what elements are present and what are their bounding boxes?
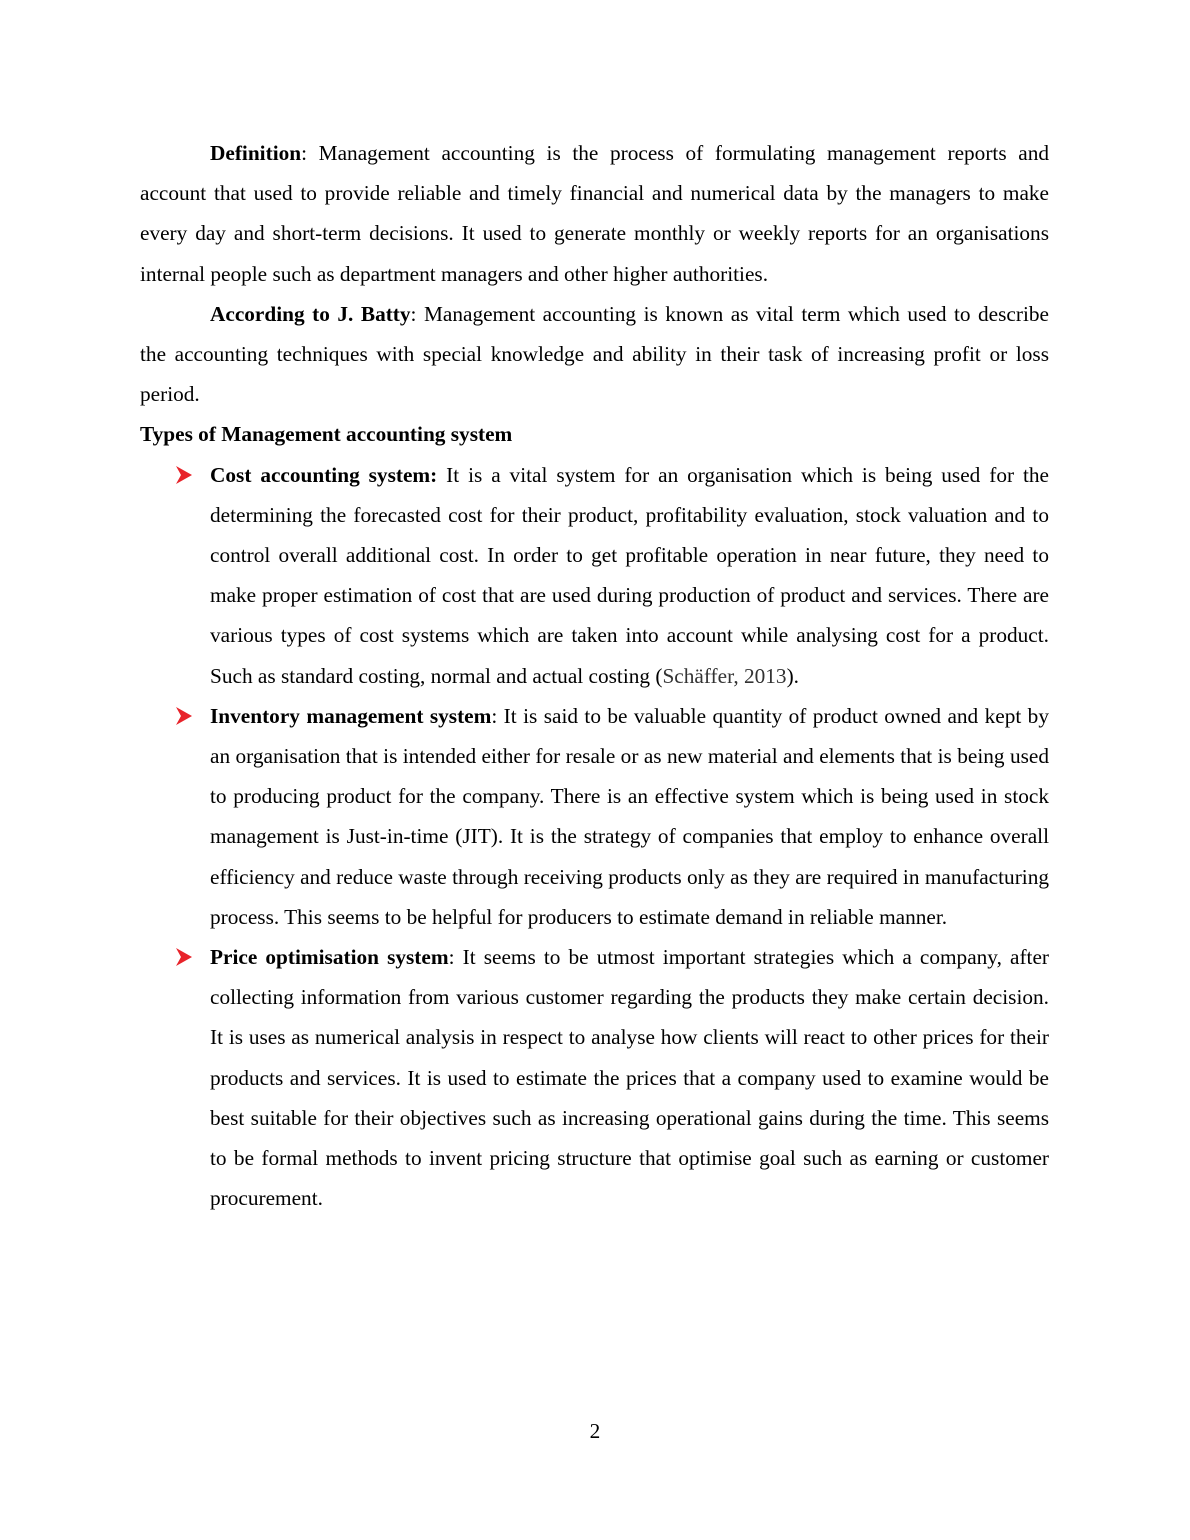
arrow-bullet-icon [174,464,194,486]
citation-tail: ). [786,663,800,688]
definition-text: : Management accounting is the process of formulating management reports and account that used to provide reliable and timely financial and numerical data by the managers to make every day and short-term decisions. It used to generate monthly or weekly reports for an organisations internal people such as department managers and other higher authorities. [140,141,1049,286]
section-heading: Types of Management accounting system [140,422,513,447]
inventory-management-text: : It is said to be valuable quantity of product owned and kept by an organisation that is intended either for resale or as new material and elements that is being used to producing product for the company. There is an effective system which is being used in stock management is Just-in-time (JIT). It is the strategy of companies that employ to enhance overall efficiency and reduce waste through receiving products only as they are required in manufacturing process. This seems to be helpful for producers to estimate demand in reliable manner. [210,703,1049,929]
cost-accounting-text: It is a vital system for an organisation which is being used for the determining the forecasted cost for their product, profitability evaluation, stock valuation and to control overall additional cost. In order to get profitable operation in near future, they need to make proper estimation of cost that are used during production of product and services. There are various types of cost systems which are taken into account while analysing cost for a product. Such as standard costing, normal and actual costing ( [210,462,1049,688]
list-item-cost-accounting [140,455,1049,696]
definition-paragraph [140,133,1049,294]
citation: Schäffer, 2013 [662,663,787,688]
arrow-bullet-icon [174,946,194,968]
batty-paragraph [140,294,1049,415]
page-body [140,133,1049,1218]
list-item-price-optimisation [140,937,1049,1218]
arrow-bullet-icon [174,705,194,727]
page-number: 2 [589,1419,601,1443]
cost-accounting-term: Cost accounting system: [210,462,438,487]
definition-term: Definition [210,141,302,165]
inventory-management-term: Inventory management system [210,703,492,728]
batty-text: : Management accounting is known as vital term which used to describe the accounting techniques with special knowledge and ability in their task of increasing profit or loss period. [140,301,1049,407]
types-list [140,455,1049,1219]
price-optimisation-term: Price optimisation system [210,945,449,970]
list-item-inventory-management [140,696,1049,937]
price-optimisation-text: : It seems to be utmost important strategies which a company, after collecting information from various customer regarding the products they make certain decision. It is uses as numerical analysis in respect to analyse how clients will react to other prices for their products and services. It is used to estimate the prices that a company used to examine would be best suitable for their objectives such as increasing operational gains during the time. This seems to be formal methods to invent pricing structure that optimise goal such as earning or customer procurement. [210,945,1049,1211]
batty-term: According to J. Batty [210,301,411,326]
